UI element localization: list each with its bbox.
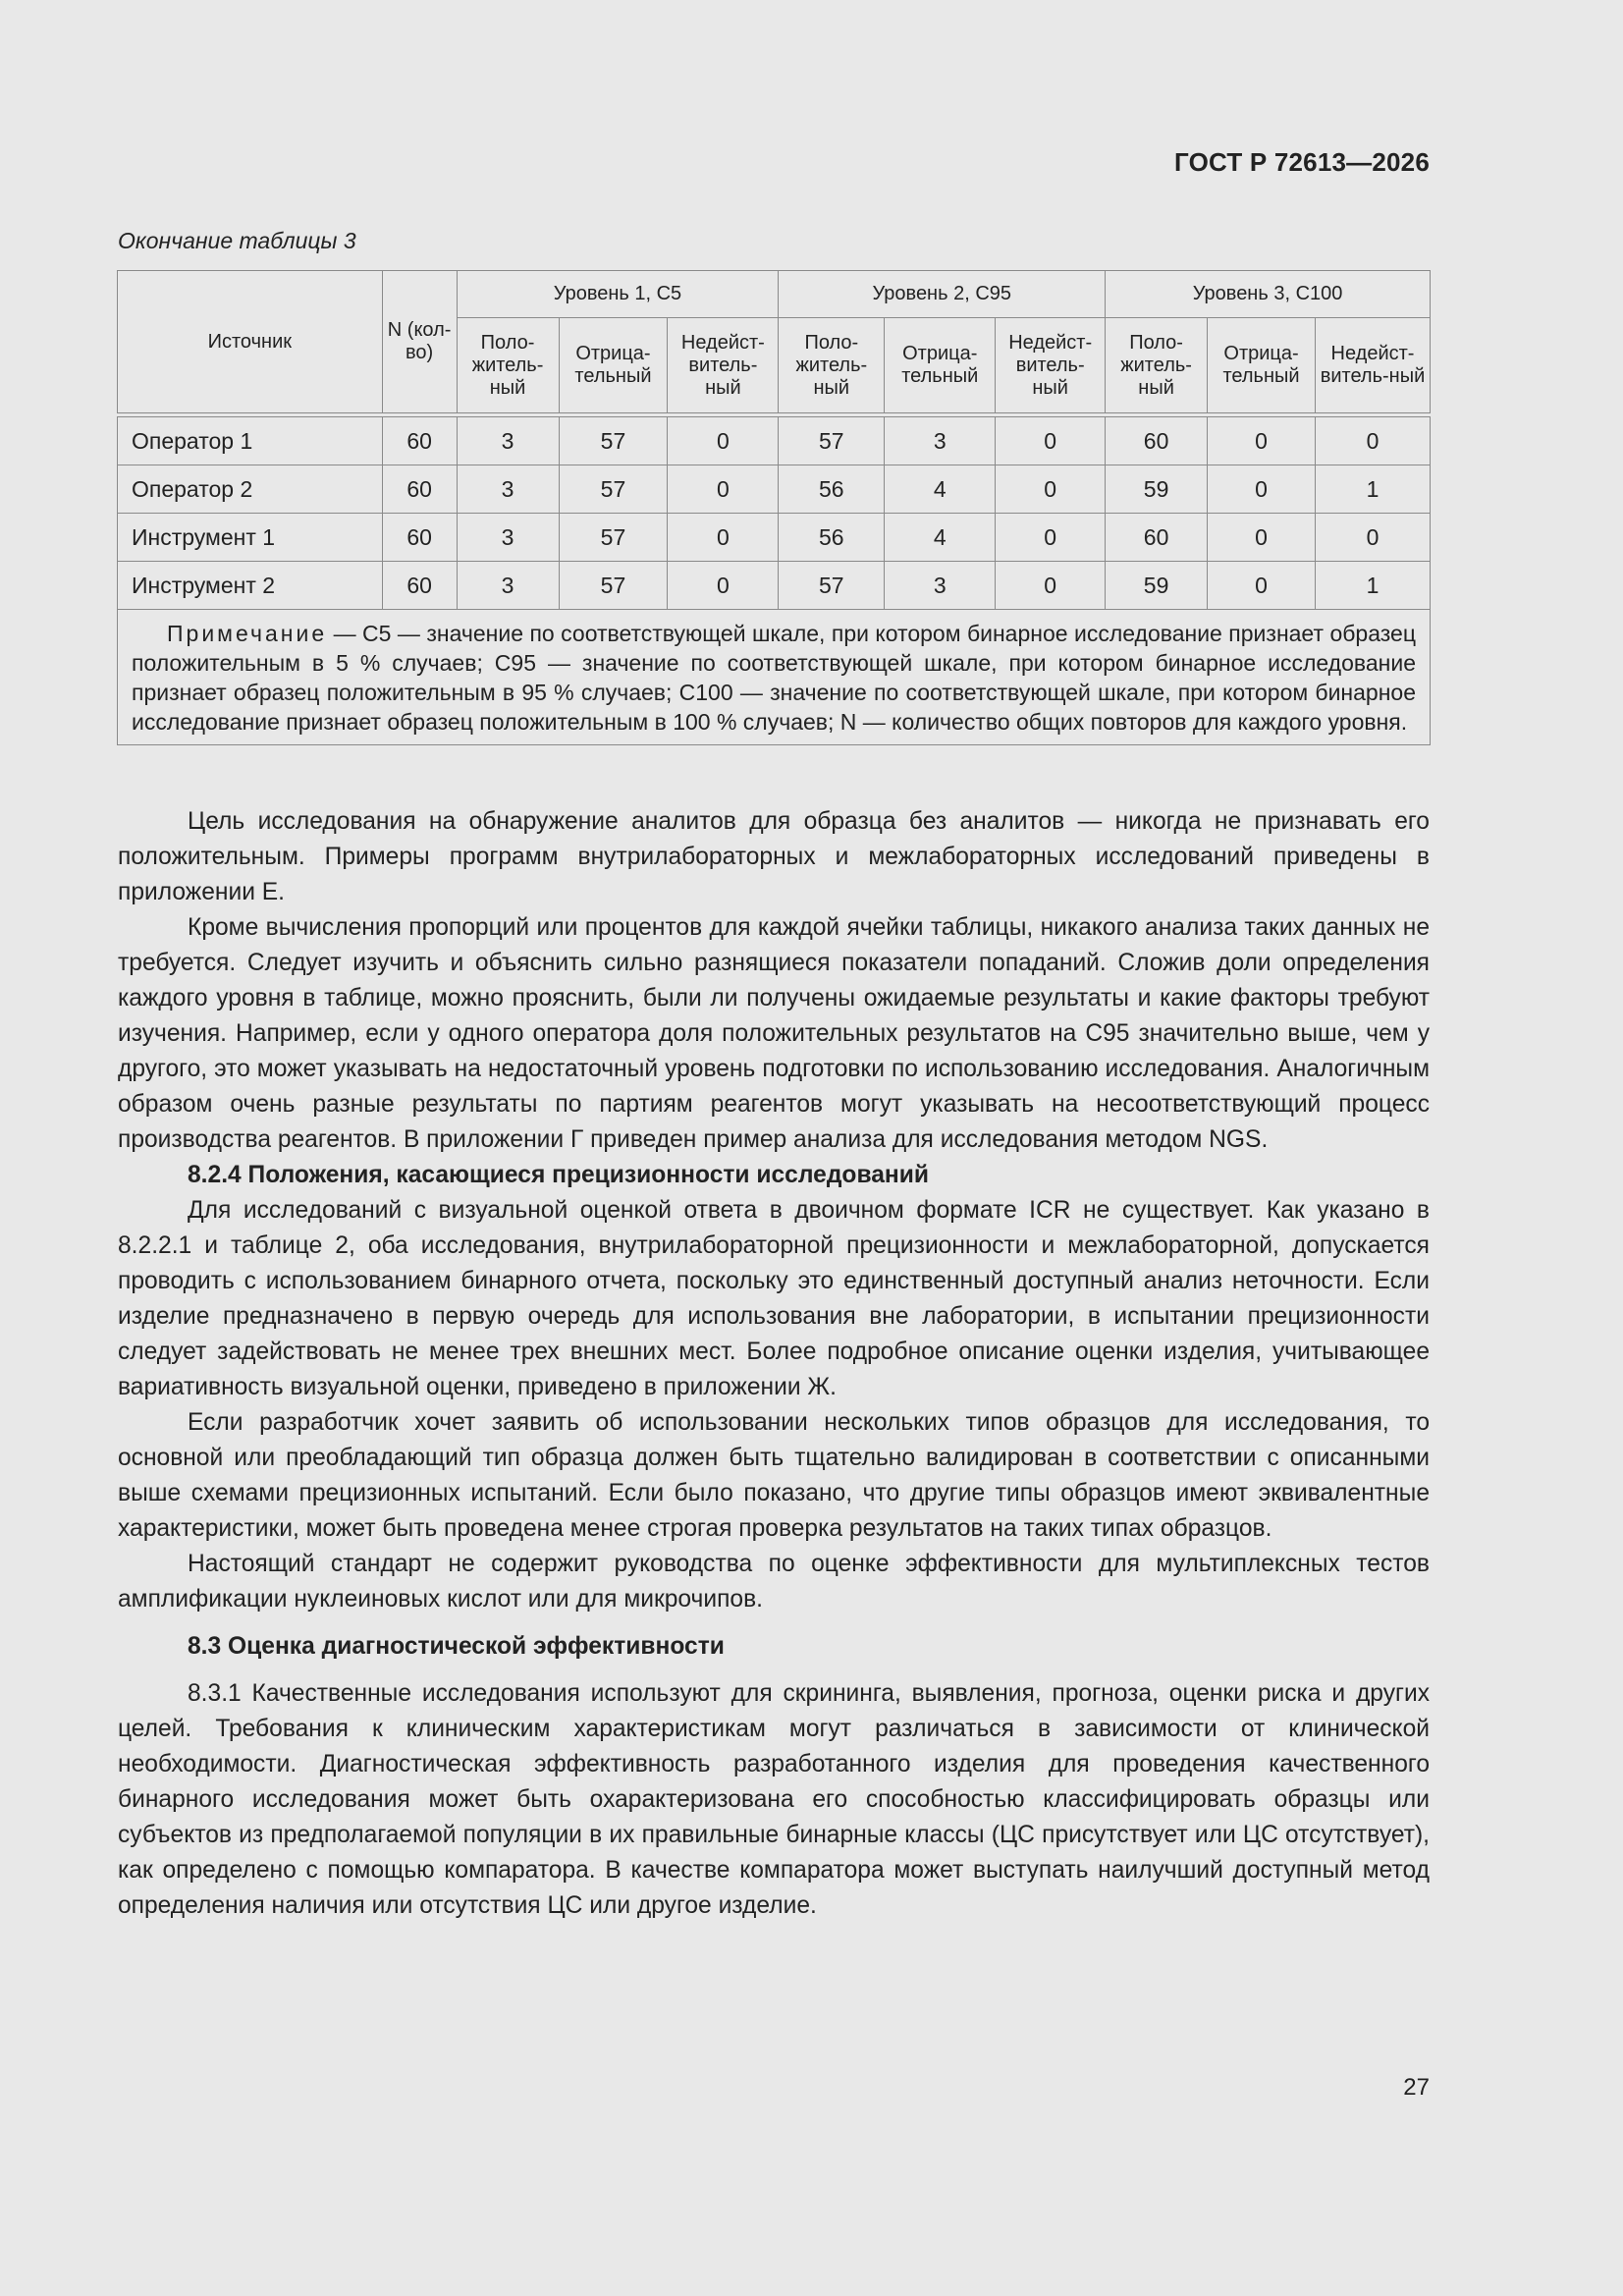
paragraph: Для исследований с визуальной оценкой ответа в двоичном формате ICR не существует. Как указано в 8.2.2.1 и таблице 2, оба исследования, внутрилабораторной прецизионности и межлабораторной, допускается проводить с использованием бинарного отчета, поскольку это единственный доступный анализ неточности. Если изделие предназначено в первую очередь для использования вне лаборатории, в испытании прецизионности следует задействовать не менее трех внешних мест. Более подробное описание оценки изделия, учитывающее вариативность визуальной оценки, приведено в приложении Ж. bbox=[118, 1197, 1430, 1400]
paragraph: Настоящий стандарт не содержит руководства по оценке эффективности для мультиплексных тестов амплификации нуклеиновых кислот или для микрочипов. bbox=[118, 1551, 1430, 1613]
cell-l2-positive: 56 bbox=[779, 465, 885, 514]
cell-l2-negative: 3 bbox=[885, 562, 996, 610]
paragraph: Цель исследования на обнаружение аналитов для образца без аналитов — никогда не признавать его положительным. Примеры программ внутрилабораторных и межлабораторных исследований приведены в приложении Е. bbox=[118, 808, 1430, 905]
cell-l3-positive: 59 bbox=[1106, 465, 1208, 514]
cell-l2-positive: 56 bbox=[779, 514, 885, 562]
header-level-3: Уровень 3, С100 bbox=[1106, 271, 1431, 318]
cell-source: Инструмент 1 bbox=[118, 514, 383, 562]
cell-l3-invalid: 0 bbox=[1315, 417, 1430, 465]
cell-l1-negative: 57 bbox=[559, 514, 668, 562]
table-header bbox=[118, 271, 1431, 417]
document-number: ГОСТ Р 72613—2026 bbox=[1174, 147, 1430, 177]
cell-l1-invalid: 0 bbox=[668, 417, 779, 465]
cell-n: 60 bbox=[382, 417, 457, 465]
paragraph: 8.3.1 Качественные исследования используют для скрининга, выявления, прогноза, оценки риска и других целей. Требования к клиническим характеристикам могут различаться в зависимости от клинической необходимости. Диагностическая эффективность разработанного изделия для проведения качественного бинарного исследования может быть охарактеризована его способностью классифицировать образцы или субъектов из предполагаемой популяции в их правильные бинарные классы (ЦС присутствует или ЦС отсутствует), как определено с помощью компаратора. В качестве компаратора может выступать наилучший доступный метод определения наличия или отсутствия ЦС или другое изделие. bbox=[118, 1680, 1430, 1919]
cell-l2-invalid: 0 bbox=[996, 562, 1106, 610]
table-row bbox=[118, 465, 1431, 514]
cell-l2-invalid: 0 bbox=[996, 465, 1106, 514]
cell-l1-negative: 57 bbox=[559, 417, 668, 465]
cell-l2-negative: 3 bbox=[885, 417, 996, 465]
paragraph: Кроме вычисления пропорций или процентов для каждой ячейки таблицы, никакого анализа таких данных не требуется. Следует изучить и объяснить сильно разнящиеся показатели попаданий. Сложив доли определения каждого уровня в таблице, можно прояснить, были ли получены ожидаемые результаты и какие факторы требуют изучения. Например, если у одного оператора доля положительных результатов на С95 значительно выше, чем у другого, это может указывать на недостаточный уровень подготовки по использованию исследования. Аналогичным образом очень разные результаты по партиям реагентов могут указывать на несоответствующий процесс производства реагентов. В приложении Г приведен пример анализа для исследования методом NGS. bbox=[118, 914, 1430, 1153]
cell-source: Оператор 2 bbox=[118, 465, 383, 514]
cell-l3-invalid: 1 bbox=[1315, 465, 1430, 514]
subheader-negative: Отрица-тельный bbox=[1208, 318, 1316, 413]
cell-l3-negative: 0 bbox=[1208, 465, 1316, 514]
cell-l2-negative: 4 bbox=[885, 465, 996, 514]
header-level-1: Уровень 1, С5 bbox=[457, 271, 779, 318]
cell-l3-negative: 0 bbox=[1208, 562, 1316, 610]
cell-n: 60 bbox=[382, 465, 457, 514]
subheader-invalid: Недейст-витель-ный bbox=[996, 318, 1106, 413]
table-row bbox=[118, 514, 1431, 562]
cell-source: Инструмент 2 bbox=[118, 562, 383, 610]
cell-l1-positive: 3 bbox=[457, 514, 559, 562]
subheader-positive: Поло-житель-ный bbox=[457, 318, 559, 413]
subheader-invalid: Недейст-витель-ный bbox=[668, 318, 779, 413]
cell-l1-negative: 57 bbox=[559, 562, 668, 610]
note-text: — С5 — значение по соответствующей шкале, при котором бинарное исследование признает образец положительным в 5 % случаев; С95 — значение по соответствующей шкале, при котором бинарное исследование признает образец положительным в 95 % случаев; С100 — значение по соответствующей шкале, при котором бинарное исследование признает образец положительным в 100 % случаев; N — количество общих повторов для каждого уровня. bbox=[132, 621, 1416, 735]
table-row bbox=[118, 417, 1431, 465]
cell-l3-positive: 59 bbox=[1106, 562, 1208, 610]
cell-l3-positive: 60 bbox=[1106, 417, 1208, 465]
cell-l3-positive: 60 bbox=[1106, 514, 1208, 562]
cell-l1-invalid: 0 bbox=[668, 465, 779, 514]
subheader-positive: Поло-житель-ный bbox=[1106, 318, 1208, 413]
cell-l2-positive: 57 bbox=[779, 417, 885, 465]
cell-l2-invalid: 0 bbox=[996, 514, 1106, 562]
cell-l3-invalid: 1 bbox=[1315, 562, 1430, 610]
table-caption: Окончание таблицы 3 bbox=[118, 228, 356, 253]
cell-l1-invalid: 0 bbox=[668, 562, 779, 610]
subheader-invalid: Недейст-витель-ный bbox=[1315, 318, 1430, 413]
cell-l3-negative: 0 bbox=[1208, 514, 1316, 562]
results-table bbox=[117, 270, 1431, 745]
cell-l2-negative: 4 bbox=[885, 514, 996, 562]
header-n: N (кол-во) bbox=[382, 271, 457, 413]
cell-l2-invalid: 0 bbox=[996, 417, 1106, 465]
table-note bbox=[118, 610, 1431, 745]
section-heading-8-3: 8.3 Оценка диагностической эффективности bbox=[188, 1633, 725, 1660]
header-source: Источник bbox=[118, 271, 383, 413]
cell-source: Оператор 1 bbox=[118, 417, 383, 465]
page-number: 27 bbox=[1403, 2074, 1430, 2101]
cell-l3-negative: 0 bbox=[1208, 417, 1316, 465]
cell-n: 60 bbox=[382, 562, 457, 610]
paragraph: Если разработчик хочет заявить об использовании нескольких типов образцов для исследования, то основной или преобладающий тип образца должен быть тщательно валидирован в соответствии с описанными выше схемами прецизионных испытаний. Если было показано, что другие типы образцов имеют эквивалентные характеристики, может быть проведена менее строгая проверка результатов на таких типах образцов. bbox=[118, 1409, 1430, 1542]
subheader-negative: Отрица-тельный bbox=[559, 318, 668, 413]
table-row bbox=[118, 562, 1431, 610]
header-level-2: Уровень 2, С95 bbox=[779, 271, 1106, 318]
body-text bbox=[118, 804, 1430, 1924]
subheader-negative: Отрица-тельный bbox=[885, 318, 996, 413]
cell-l3-invalid: 0 bbox=[1315, 514, 1430, 562]
cell-l1-positive: 3 bbox=[457, 417, 559, 465]
cell-l1-negative: 57 bbox=[559, 465, 668, 514]
cell-l1-invalid: 0 bbox=[668, 514, 779, 562]
note-label: Примечание bbox=[167, 621, 328, 646]
cell-l1-positive: 3 bbox=[457, 562, 559, 610]
cell-n: 60 bbox=[382, 514, 457, 562]
table-note-row bbox=[118, 610, 1431, 745]
cell-l1-positive: 3 bbox=[457, 465, 559, 514]
subheader-positive: Поло-житель-ный bbox=[779, 318, 885, 413]
cell-l2-positive: 57 bbox=[779, 562, 885, 610]
section-heading-8-2-4: 8.2.4 Положения, касающиеся прецизионности исследований bbox=[188, 1162, 930, 1188]
